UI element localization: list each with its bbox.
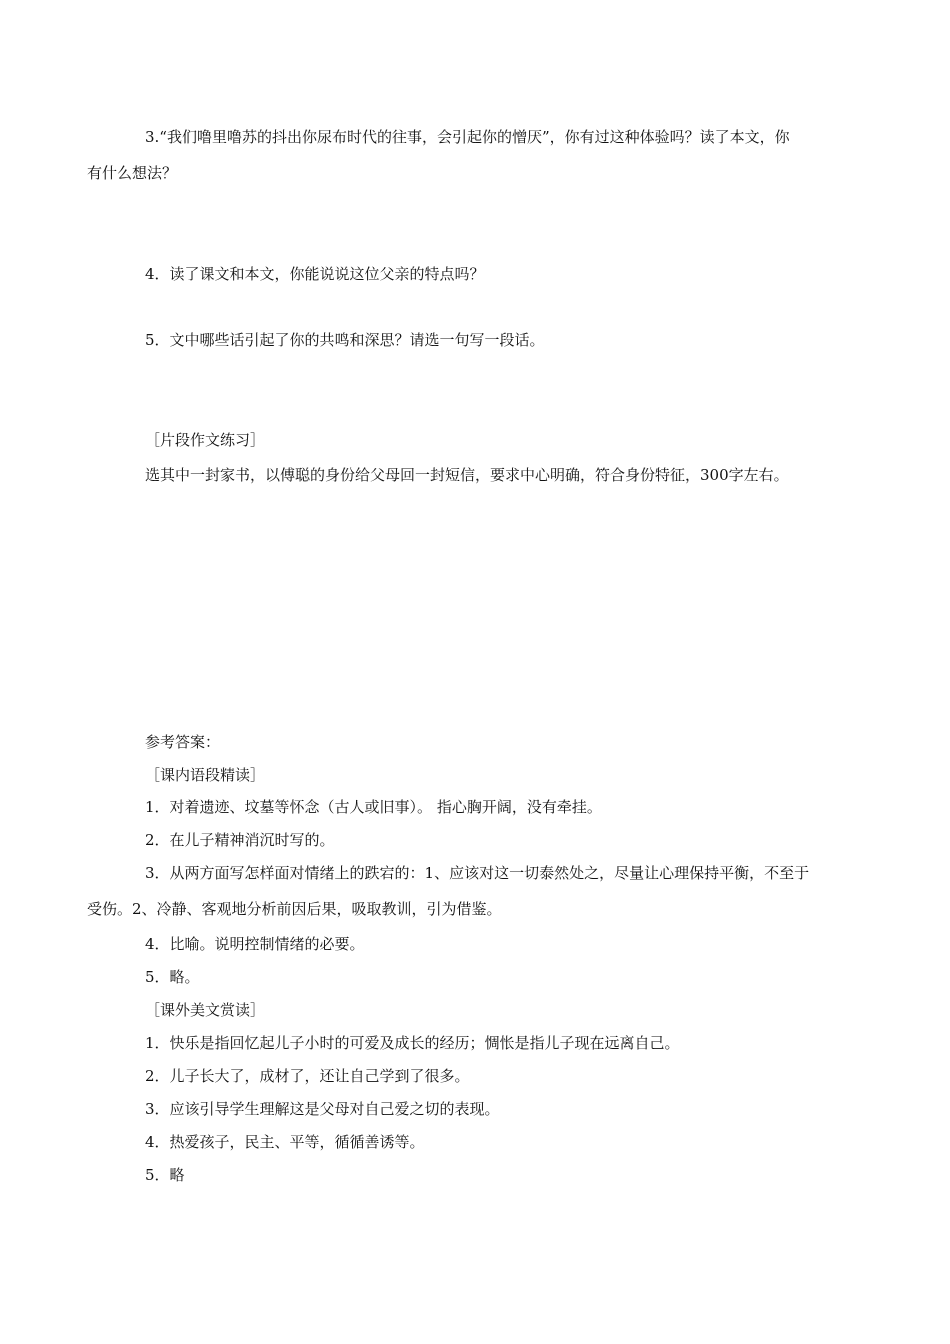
section-1-answer-4: 4．比喻。说明控制情绪的必要。: [145, 935, 365, 953]
section-1-answer-3-line-2: 受伤。2、冷静、客观地分析前因后果，吸取教训，引为借鉴。: [87, 900, 502, 918]
section-2-answer-1: 1．快乐是指回忆起儿子小时的可爱及成长的经历；惆怅是指儿子现在远离自己。: [145, 1034, 680, 1052]
question-5: 5．文中哪些话引起了你的共鸣和深思？请选一句写一段话。: [145, 331, 545, 349]
section-2-answer-3: 3．应该引导学生理解这是父母对自己爱之切的表现。: [145, 1100, 500, 1118]
question-3-line-2: 有什么想法？: [87, 164, 178, 182]
section-1-answer-5: 5．略。: [145, 968, 200, 986]
question-4: 4．读了课文和本文，你能说说这位父亲的特点吗？: [145, 265, 485, 283]
section-2-answer-5: 5．略: [145, 1166, 185, 1184]
writing-practice-task: 选其中一封家书，以傅聪的身份给父母回一封短信，要求中心明确，符合身份特征，300字左右。: [145, 466, 789, 484]
section-2-answer-2: 2．儿子长大了，成材了，还让自己学到了很多。: [145, 1067, 470, 1085]
writing-practice-heading: ［片段作文练习］: [145, 431, 266, 449]
section-1-heading: ［课内语段精读］: [145, 766, 266, 784]
question-3-line-1: 3.“我们噜里噜苏的抖出你尿布时代的往事，会引起你的憎厌”，你有过这种体验吗？读了本文，你: [145, 128, 790, 146]
section-1-answer-1: 1．对着遗迹、坟墓等怀念（古人或旧事）。 指心胸开阔，没有牵挂。: [145, 798, 602, 816]
section-2-answer-4: 4．热爱孩子，民主、平等，循循善诱等。: [145, 1133, 425, 1151]
section-1-answer-2: 2．在儿子精神消沉时写的。: [145, 831, 335, 849]
section-1-answer-3-line-1: 3．从两方面写怎样面对情绪上的跌宕的：1、应该对这一切泰然处之，尽量让心理保持平衡，不至于: [145, 864, 810, 882]
answers-heading: 参考答案：: [145, 733, 221, 751]
section-2-heading: ［课外美文赏读］: [145, 1001, 266, 1019]
